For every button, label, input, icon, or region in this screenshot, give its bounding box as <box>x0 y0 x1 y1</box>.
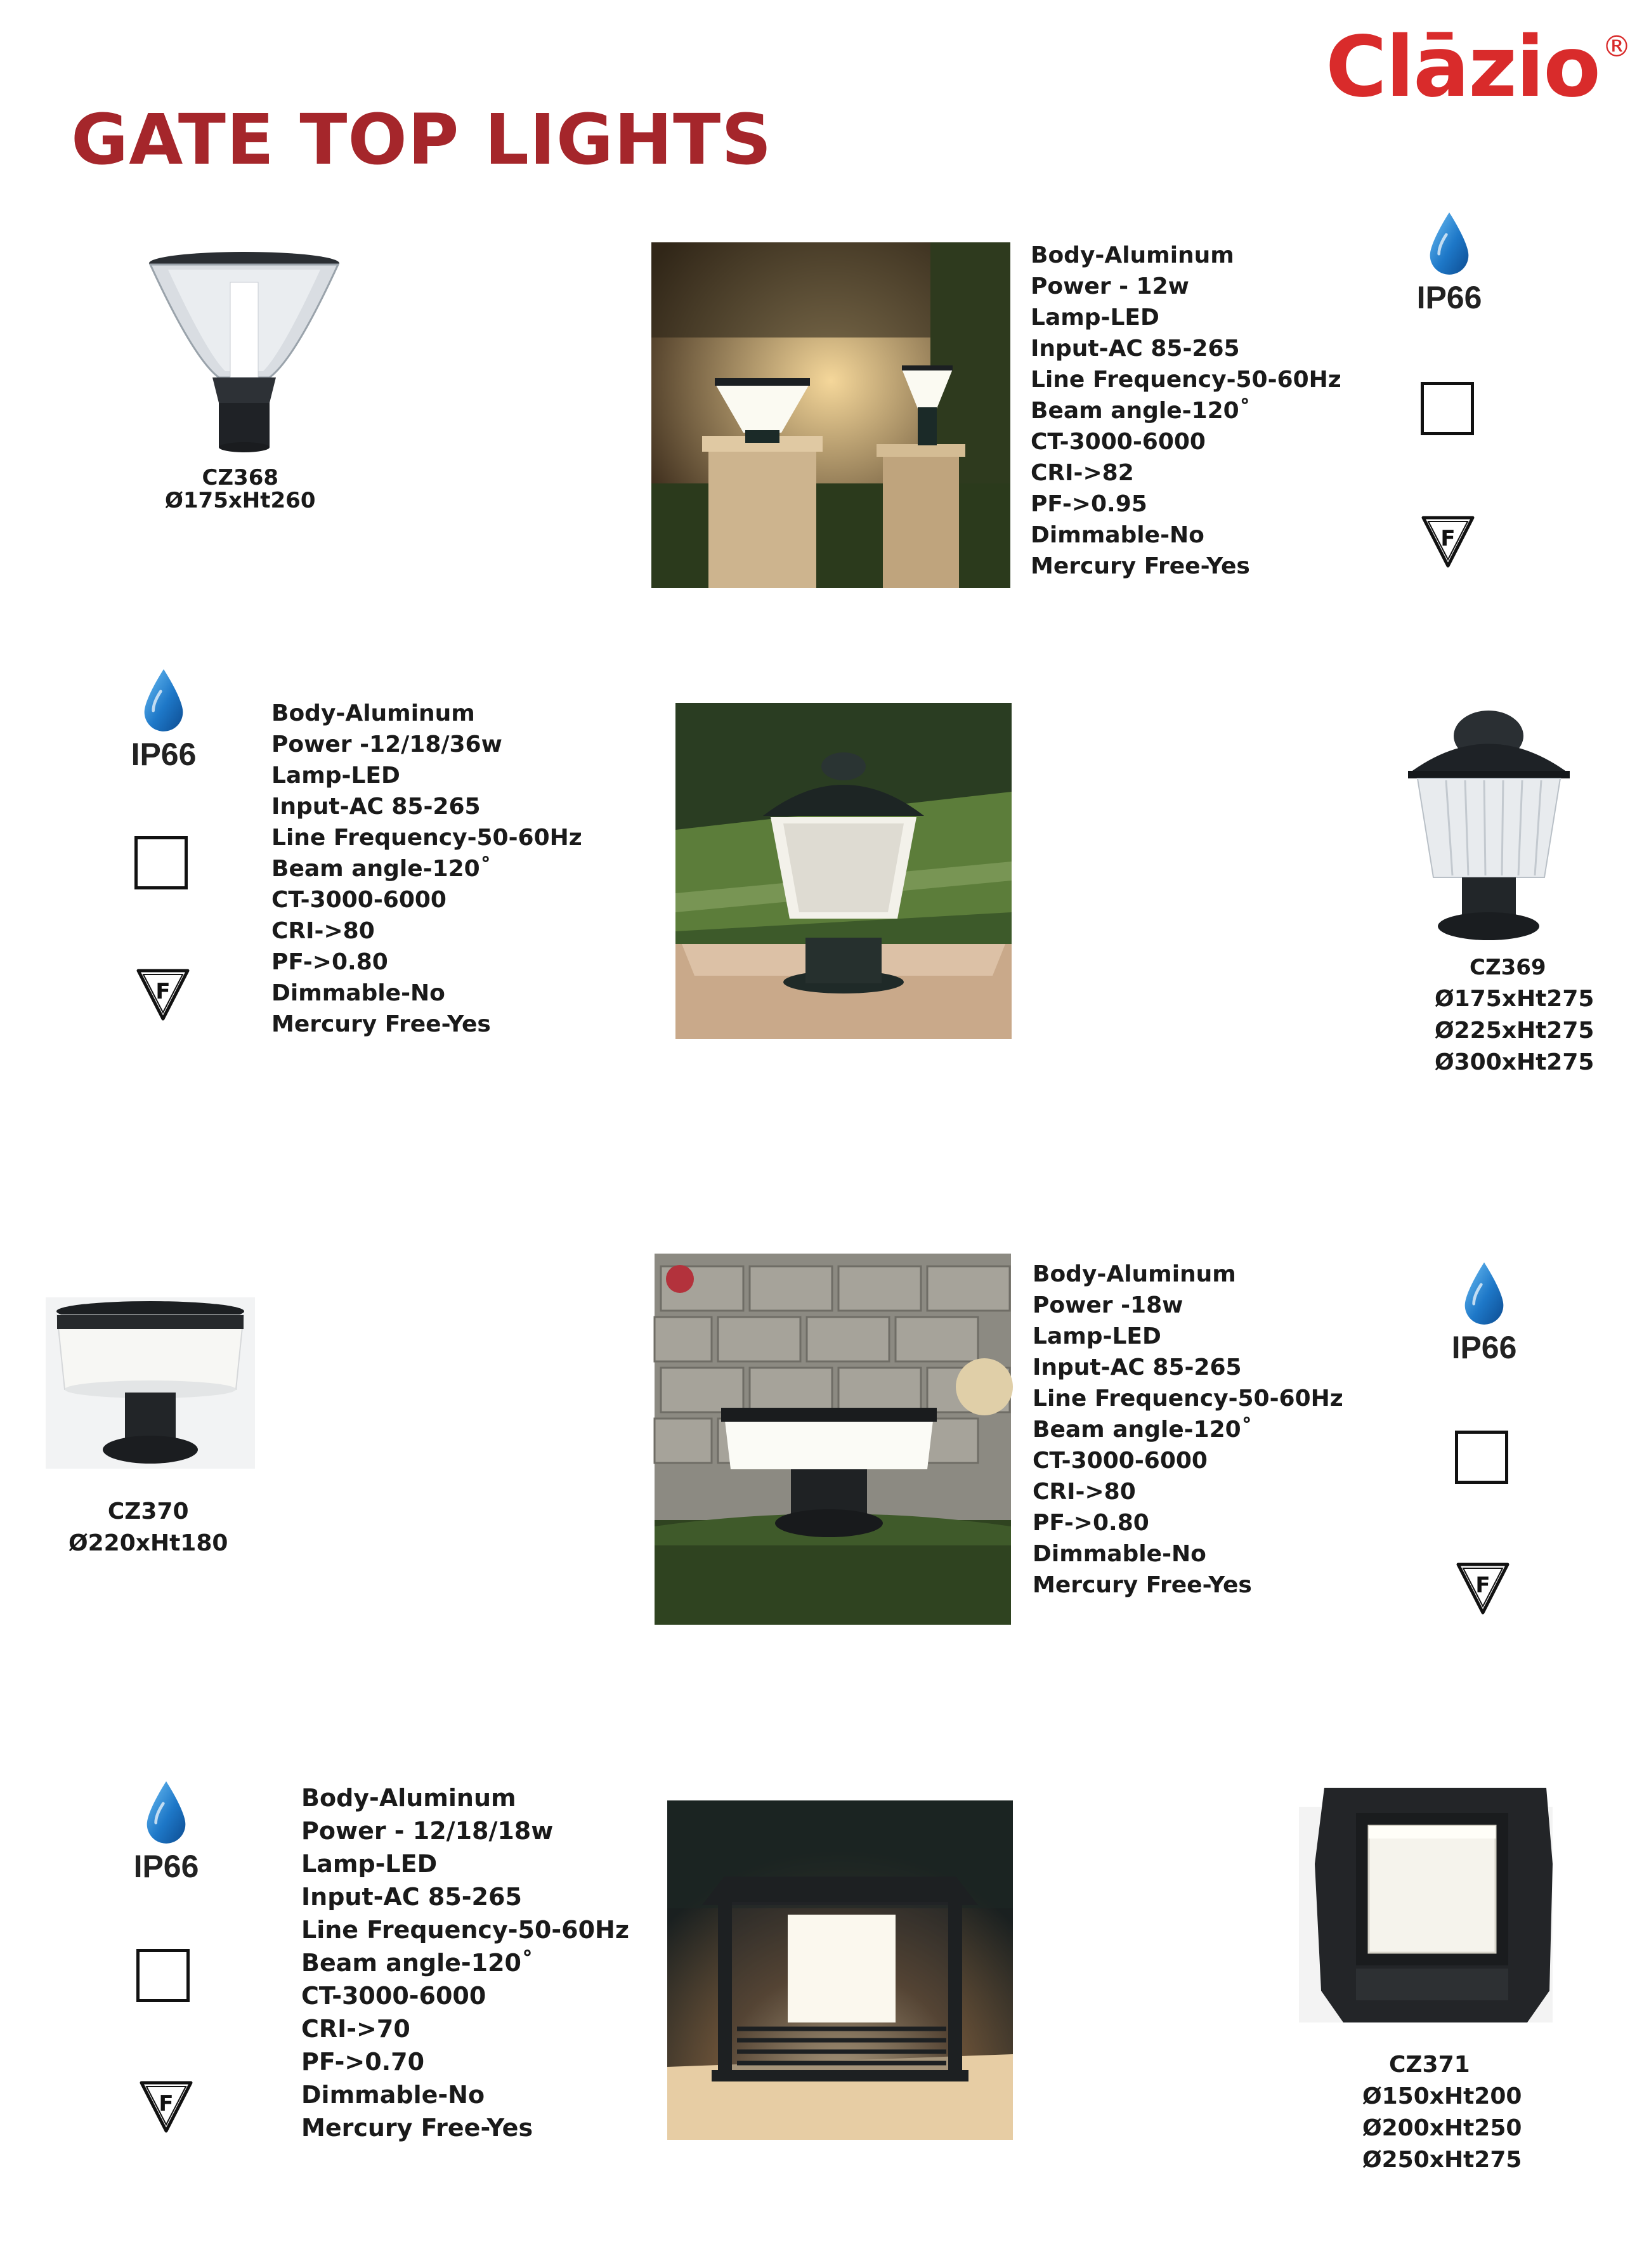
spec-input: Input-AC 85-265 <box>1031 336 1240 362</box>
spec-line-frequency: Line Frequency-50-60Hz <box>271 825 582 851</box>
cz369-size-1: Ø175xHt275 <box>1435 986 1594 1012</box>
spec-input: Input-AC 85-265 <box>1033 1354 1242 1380</box>
brand-name: Clāzio <box>1326 18 1600 116</box>
ip-text: IP66 <box>131 737 197 772</box>
square-icon <box>136 1949 190 2002</box>
water-drop-icon <box>1462 1259 1506 1329</box>
spec-input: Input-AC 85-265 <box>271 794 481 820</box>
spec-body: Body-Aluminum <box>1031 242 1234 268</box>
cz371-size-3: Ø250xHt275 <box>1362 2147 1522 2173</box>
water-drop-icon <box>1427 209 1471 279</box>
spec-pf: PF->0.95 <box>1031 491 1147 517</box>
cz369-specs <box>271 698 582 1040</box>
spec-cri: CRI->80 <box>1033 1479 1136 1505</box>
brand-logo <box>1326 18 1630 116</box>
spec-ct: CT-3000-6000 <box>1033 1448 1208 1474</box>
cz371-product-image <box>1299 1781 1553 2035</box>
cz371-label <box>1362 2049 1522 2176</box>
cz370-model: CZ370 <box>107 1498 189 1524</box>
cz369-ip-rating <box>119 666 208 770</box>
cz368-specs <box>1031 240 1341 582</box>
spec-lamp: Lamp-LED <box>1031 305 1159 331</box>
spec-mercury-free: Mercury Free-Yes <box>1031 553 1250 579</box>
spec-pf: PF->0.80 <box>271 949 388 975</box>
cz369-size-2: Ø225xHt275 <box>1435 1018 1594 1044</box>
spec-lamp: Lamp-LED <box>271 763 400 789</box>
ip-text: IP66 <box>1451 1330 1517 1365</box>
spec-ct: CT-3000-6000 <box>271 887 447 913</box>
f-mark-icon <box>138 2078 195 2135</box>
spec-lamp: Lamp-LED <box>1033 1323 1161 1349</box>
spec-cri: CRI->82 <box>1031 460 1134 486</box>
f-mark-icon <box>1419 513 1477 570</box>
spec-beam-angle: Beam angle-120˚ <box>271 856 492 882</box>
spec-line-frequency: Line Frequency-50-60Hz <box>1033 1386 1343 1412</box>
page-title: GATE TOP LIGHTS <box>71 99 773 180</box>
spec-cri: CRI->80 <box>271 918 375 944</box>
cz371-size-2: Ø200xHt250 <box>1362 2115 1522 2141</box>
ip-text: IP66 <box>1416 280 1482 315</box>
cz370-product-image <box>46 1297 255 1488</box>
spec-power: Power - 12w <box>1031 273 1189 299</box>
cz371-scene-photo <box>667 1800 1013 2140</box>
spec-power: Power -12/18/36w <box>271 731 502 757</box>
cz368-product-image <box>136 244 352 460</box>
spec-line-frequency: Line Frequency-50-60Hz <box>1031 367 1341 393</box>
spec-dimmable: Dimmable-No <box>1031 522 1204 548</box>
spec-pf: PF->0.70 <box>301 2048 425 2076</box>
spec-mercury-free: Mercury Free-Yes <box>301 2114 533 2142</box>
f-mark-icon <box>1454 1559 1511 1616</box>
cz368-ip-rating <box>1405 209 1494 313</box>
cz370-specs <box>1033 1259 1343 1601</box>
spec-beam-angle: Beam angle-120˚ <box>301 1949 533 1977</box>
cz369-model: CZ369 <box>1470 955 1546 980</box>
spec-ct: CT-3000-6000 <box>1031 429 1206 455</box>
water-drop-icon <box>144 1778 188 1848</box>
cz369-label <box>1435 952 1594 1078</box>
spec-beam-angle: Beam angle-120˚ <box>1033 1417 1253 1443</box>
cz371-ip-rating <box>122 1778 211 1882</box>
cz368-label <box>165 466 316 512</box>
cz370-scene-photo <box>655 1254 1011 1625</box>
spec-lamp: Lamp-LED <box>301 1850 438 1878</box>
square-icon <box>1421 382 1474 435</box>
cz368-size: Ø175xHt260 <box>165 488 316 513</box>
spec-body: Body-Aluminum <box>1033 1261 1236 1287</box>
cz370-label <box>68 1496 228 1559</box>
cz369-size-3: Ø300xHt275 <box>1435 1049 1594 1075</box>
cz370-size: Ø220xHt180 <box>68 1530 228 1556</box>
spec-body: Body-Aluminum <box>301 1784 516 1812</box>
cz368-model: CZ368 <box>202 465 279 490</box>
cz369-scene-photo <box>675 703 1012 1039</box>
ip-text: IP66 <box>133 1849 199 1884</box>
f-mark-icon <box>134 966 192 1023</box>
cz370-ip-rating <box>1440 1259 1529 1363</box>
spec-pf: PF->0.80 <box>1033 1510 1149 1536</box>
spec-input: Input-AC 85-265 <box>301 1883 522 1911</box>
spec-beam-angle: Beam angle-120˚ <box>1031 398 1251 424</box>
spec-power: Power -18w <box>1033 1292 1183 1318</box>
spec-body: Body-Aluminum <box>271 700 475 726</box>
registered-mark: ® <box>1601 29 1630 63</box>
spec-mercury-free: Mercury Free-Yes <box>271 1011 491 1037</box>
cz368-scene-photo <box>651 242 1010 588</box>
cz371-size-1: Ø150xHt200 <box>1362 2083 1522 2109</box>
spec-line-frequency: Line Frequency-50-60Hz <box>301 1916 629 1944</box>
cz371-model: CZ371 <box>1389 2052 1470 2078</box>
cz369-product-image <box>1402 701 1576 948</box>
square-icon <box>134 836 188 889</box>
cz371-specs <box>301 1781 629 2144</box>
spec-power: Power - 12/18/18w <box>301 1817 554 1845</box>
spec-dimmable: Dimmable-No <box>271 980 445 1006</box>
spec-dimmable: Dimmable-No <box>301 2081 485 2109</box>
water-drop-icon <box>141 666 186 736</box>
spec-mercury-free: Mercury Free-Yes <box>1033 1572 1252 1598</box>
spec-cri: CRI->70 <box>301 2015 410 2043</box>
square-icon <box>1455 1431 1508 1484</box>
spec-ct: CT-3000-6000 <box>301 1982 486 2010</box>
spec-dimmable: Dimmable-No <box>1033 1541 1206 1567</box>
